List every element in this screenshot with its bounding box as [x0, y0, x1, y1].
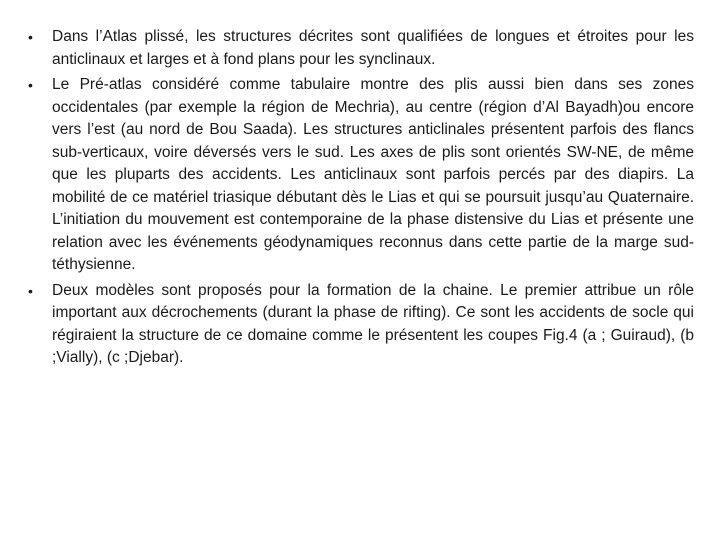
bullet-item-deux-modeles [26, 280, 694, 370]
bullet-icon: • [28, 282, 33, 299]
bullet-icon: • [28, 29, 33, 45]
bullet-text: Deux modèles sont proposés pour la formation de la chaine. Le premier attribue un rôle important aux décrochements (durant la phase de rifting). Ce sont les accidents de socle qui régiraient la structure de ce domaine comme le présentent les coupes Fig.4 (a ; Guiraud), (b ;Vially), (c ;Djebar). [52, 281, 694, 366]
bullet-text: Dans l’Atlas plissé, les structures décrites sont qualifiées de longues et étroites pour les anticlinaux et larges et à fond plans pour les synclinaux. [52, 28, 694, 68]
bullet-item-atlas-plisse [26, 26, 694, 71]
bullet-list [26, 26, 694, 370]
bullet-icon: • [28, 77, 33, 93]
bullet-item-pre-atlas [26, 74, 694, 277]
bullet-text: Le Pré-atlas considéré comme tabulaire montre des plis aussi bien dans ses zones occidentales (par exemple la région de Mechria), au centre (région d’Al Bayadh)ou encore vers l’est (au nord de Bou Saada). Les structures anticlinales présentent parfois des flancs sub-verticaux, voire déversés vers le sud. Les axes de plis sont orientés SW-NE, de même que les pluparts des accidents. Les anticlinaux sont parfois percés par des diapirs. La mobilité de ce matériel triasique débutant dès le Lias et qui se poursuit jusqu’au Quaternaire. L’initiation du mouvement est contemporaine de la phase distensive du Lias et présente une relation avec les événements géodynamiques reconnus dans cette partie de la marge sud-téthysienne. [52, 76, 694, 273]
